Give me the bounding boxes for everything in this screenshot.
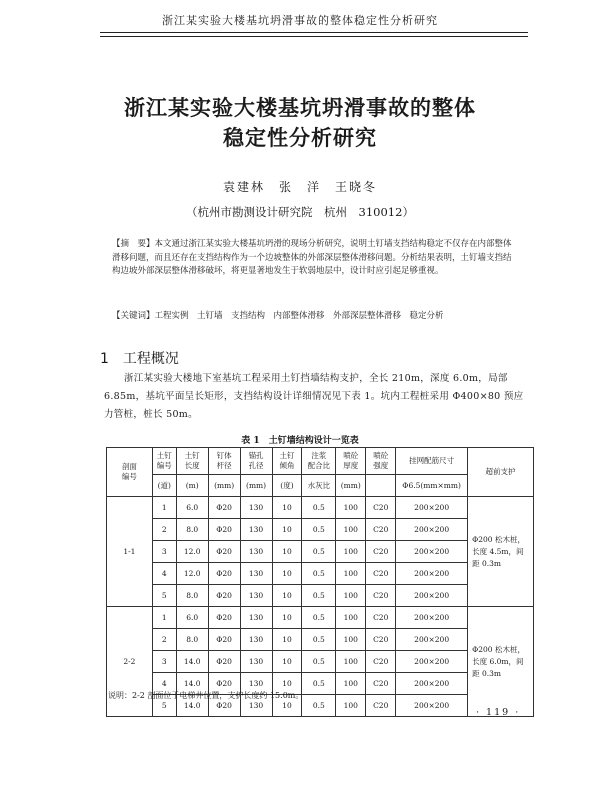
- table-cell: C20: [366, 519, 396, 541]
- table-cell: Φ20: [208, 607, 240, 629]
- table-cell: 0.5: [302, 629, 336, 651]
- table-cell: 200×200: [396, 563, 468, 585]
- support-cell: Φ200 松木桩，长度 6.0m，间距 0.3m: [468, 607, 534, 717]
- table-cell: 100: [336, 585, 366, 607]
- table-cell: 130: [240, 695, 272, 717]
- page-number: · 119 ·: [476, 707, 521, 718]
- table-cell: 10: [272, 519, 302, 541]
- table-cell: C20: [366, 629, 396, 651]
- header-mesh: 挂网配筋尺寸: [396, 448, 468, 475]
- table-cell: C20: [366, 563, 396, 585]
- table-cell: 1: [152, 497, 176, 519]
- table-cell: C20: [366, 497, 396, 519]
- table-cell: 12.0: [176, 541, 208, 563]
- table-cell: 5: [152, 695, 176, 717]
- unit-grout-ratio: 水灰比: [302, 475, 336, 497]
- table-cell: 0.5: [302, 497, 336, 519]
- table-cell: 10: [272, 651, 302, 673]
- table-cell: 130: [240, 541, 272, 563]
- table-cell: 0.5: [302, 541, 336, 563]
- header-rule-thin: [100, 36, 528, 37]
- table-cell: 10: [272, 541, 302, 563]
- table-cell: 10: [272, 695, 302, 717]
- table-cell: 10: [272, 607, 302, 629]
- table-cell: 10: [272, 629, 302, 651]
- table-cell: 130: [240, 651, 272, 673]
- header-nail-no: 土钉 编号: [152, 448, 176, 475]
- table-cell: 200×200: [396, 607, 468, 629]
- table-cell: Φ20: [208, 629, 240, 651]
- table-cell: 130: [240, 497, 272, 519]
- table-cell: 0.5: [302, 673, 336, 695]
- table-cell: 100: [336, 673, 366, 695]
- table-cell: 12.0: [176, 563, 208, 585]
- header-rule-thick: [100, 32, 528, 33]
- table-cell: Φ20: [208, 497, 240, 519]
- table-cell: 5: [152, 585, 176, 607]
- table-cell: 0.5: [302, 607, 336, 629]
- unit-nail-angle: (度): [272, 475, 302, 497]
- table-cell: C20: [366, 695, 396, 717]
- unit-nail-length: (m): [176, 475, 208, 497]
- table-cell: 4: [152, 563, 176, 585]
- running-header: 浙江某实验大楼基坑坍滑事故的整体稳定性分析研究: [162, 14, 438, 27]
- table-cell: 0.5: [302, 585, 336, 607]
- table-cell: C20: [366, 673, 396, 695]
- title-line-1: 浙江某实验大楼基坑坍滑事故的整体: [124, 96, 476, 120]
- section-heading: 1 工程概况: [100, 351, 179, 367]
- table-cell: C20: [366, 607, 396, 629]
- table-cell: C20: [366, 651, 396, 673]
- table-cell: C20: [366, 585, 396, 607]
- table-cell: 200×200: [396, 629, 468, 651]
- table-cell: 130: [240, 673, 272, 695]
- table-cell: Φ20: [208, 651, 240, 673]
- title-line-2: 稳定性分析研究: [223, 126, 377, 150]
- abstract: 【摘 要】本文通过浙江某实验大楼基坑坍滑的现场分析研究，说明土钉墙支挡结构稳定不仅存在内部整体滑移问题，而且还存在支挡结构作为一个边坡整体的外部深层整体滑移问题。分析结果表明，土钉墙支挡结构边坡外部深层整体滑移破坏，将更显著地发生于软弱地层中，设计时应引起足够重视。: [112, 239, 512, 276]
- table-cell: 0.5: [302, 563, 336, 585]
- table-cell: 2: [152, 629, 176, 651]
- table-cell: 100: [336, 651, 366, 673]
- table-cell: 130: [240, 629, 272, 651]
- table-cell: 10: [272, 497, 302, 519]
- authors: 袁建林 张 洋 王晓冬: [222, 180, 377, 194]
- table-cell: 14.0: [176, 673, 208, 695]
- unit-shotcrete-strength: [366, 475, 396, 497]
- table-cell: 100: [336, 607, 366, 629]
- table-cell: 0.5: [302, 695, 336, 717]
- table-cell: 10: [272, 673, 302, 695]
- table-cell: 14.0: [176, 695, 208, 717]
- table-row: [107, 497, 534, 519]
- table-cell: 100: [336, 541, 366, 563]
- table-cell: 8.0: [176, 585, 208, 607]
- section-no-cell: 1-1: [107, 497, 153, 607]
- table-cell: 0.5: [302, 651, 336, 673]
- keywords: 【关键词】工程实例 土钉墙 支挡结构 内部整体滑移 外部深层整体滑移 稳定分析: [112, 311, 444, 321]
- table-cell: Φ20: [208, 541, 240, 563]
- design-table: [106, 447, 534, 717]
- header-nail-angle: 土钉 倾角: [272, 448, 302, 475]
- header-shotcrete-thickness: 喷砼 厚度: [336, 448, 366, 475]
- header-nail-length: 土钉 长度: [176, 448, 208, 475]
- table-cell: Φ20: [208, 673, 240, 695]
- table-cell: 2: [152, 519, 176, 541]
- table-cell: 200×200: [396, 519, 468, 541]
- table-cell: 10: [272, 585, 302, 607]
- table-cell: 3: [152, 651, 176, 673]
- unit-rod-diameter: (mm): [208, 475, 240, 497]
- table-cell: 200×200: [396, 695, 468, 717]
- header-section-no: 剖面 编号: [107, 448, 153, 497]
- table-cell: 4: [152, 673, 176, 695]
- table-cell: 200×200: [396, 585, 468, 607]
- table-cell: 6.0: [176, 497, 208, 519]
- header-grout-ratio: 注浆 配合比: [302, 448, 336, 475]
- table-cell: Φ20: [208, 519, 240, 541]
- unit-mesh: Φ6.5(mm×mm): [396, 475, 468, 497]
- unit-shotcrete-thickness: (mm): [336, 475, 366, 497]
- table-cell: 0.5: [302, 519, 336, 541]
- header-support: 超前支护: [468, 448, 534, 497]
- header-hole-diameter: 锚孔 孔径: [240, 448, 272, 475]
- support-cell: Φ200 松木桩，长度 4.5m，间距 0.3m: [468, 497, 534, 607]
- table-caption: 表 1 土钉墙结构设计一览表: [241, 436, 359, 446]
- table-cell: 100: [336, 497, 366, 519]
- table-cell: 100: [336, 695, 366, 717]
- section-no-cell: 2-2: [107, 607, 153, 717]
- table-cell: 100: [336, 519, 366, 541]
- table-cell: 100: [336, 563, 366, 585]
- table-cell: Φ20: [208, 695, 240, 717]
- header-rod-diameter: 钉体 杆径: [208, 448, 240, 475]
- table-cell: 200×200: [396, 673, 468, 695]
- table-note: 说明：2-2 剖面位于电梯井位置，支护长度约 15.0m。: [108, 691, 304, 700]
- table-cell: C20: [366, 541, 396, 563]
- table-cell: 200×200: [396, 541, 468, 563]
- table-cell: 6.0: [176, 607, 208, 629]
- table-cell: 130: [240, 519, 272, 541]
- header-shotcrete-strength: 喷砼 强度: [366, 448, 396, 475]
- unit-hole-diameter: (mm): [240, 475, 272, 497]
- table-cell: 200×200: [396, 651, 468, 673]
- table-cell: 130: [240, 607, 272, 629]
- table-cell: Φ20: [208, 585, 240, 607]
- table-cell: 1: [152, 607, 176, 629]
- table-cell: 8.0: [176, 519, 208, 541]
- table-cell: 3: [152, 541, 176, 563]
- affiliation: （杭州市勘测设计研究院 杭州 310012）: [186, 205, 414, 219]
- table-cell: 8.0: [176, 629, 208, 651]
- table-cell: 100: [336, 629, 366, 651]
- table-cell: Φ20: [208, 563, 240, 585]
- body-paragraph: 浙江某实验大楼地下室基坑工程采用土钉挡墙结构支护，全长 210m，深度 6.0m，局部 6.85m，基坑平面呈长矩形，支挡结构设计详细情况见下表 1。坑内工程桩采用 Φ400×80 预应力管桩，桩长 50m。: [104, 373, 524, 420]
- table-cell: 14.0: [176, 651, 208, 673]
- table-row: [107, 607, 534, 629]
- table-cell: 10: [272, 563, 302, 585]
- unit-nail-no: (道): [152, 475, 176, 497]
- table-cell: 130: [240, 585, 272, 607]
- table-cell: 130: [240, 563, 272, 585]
- table-cell: 200×200: [396, 497, 468, 519]
